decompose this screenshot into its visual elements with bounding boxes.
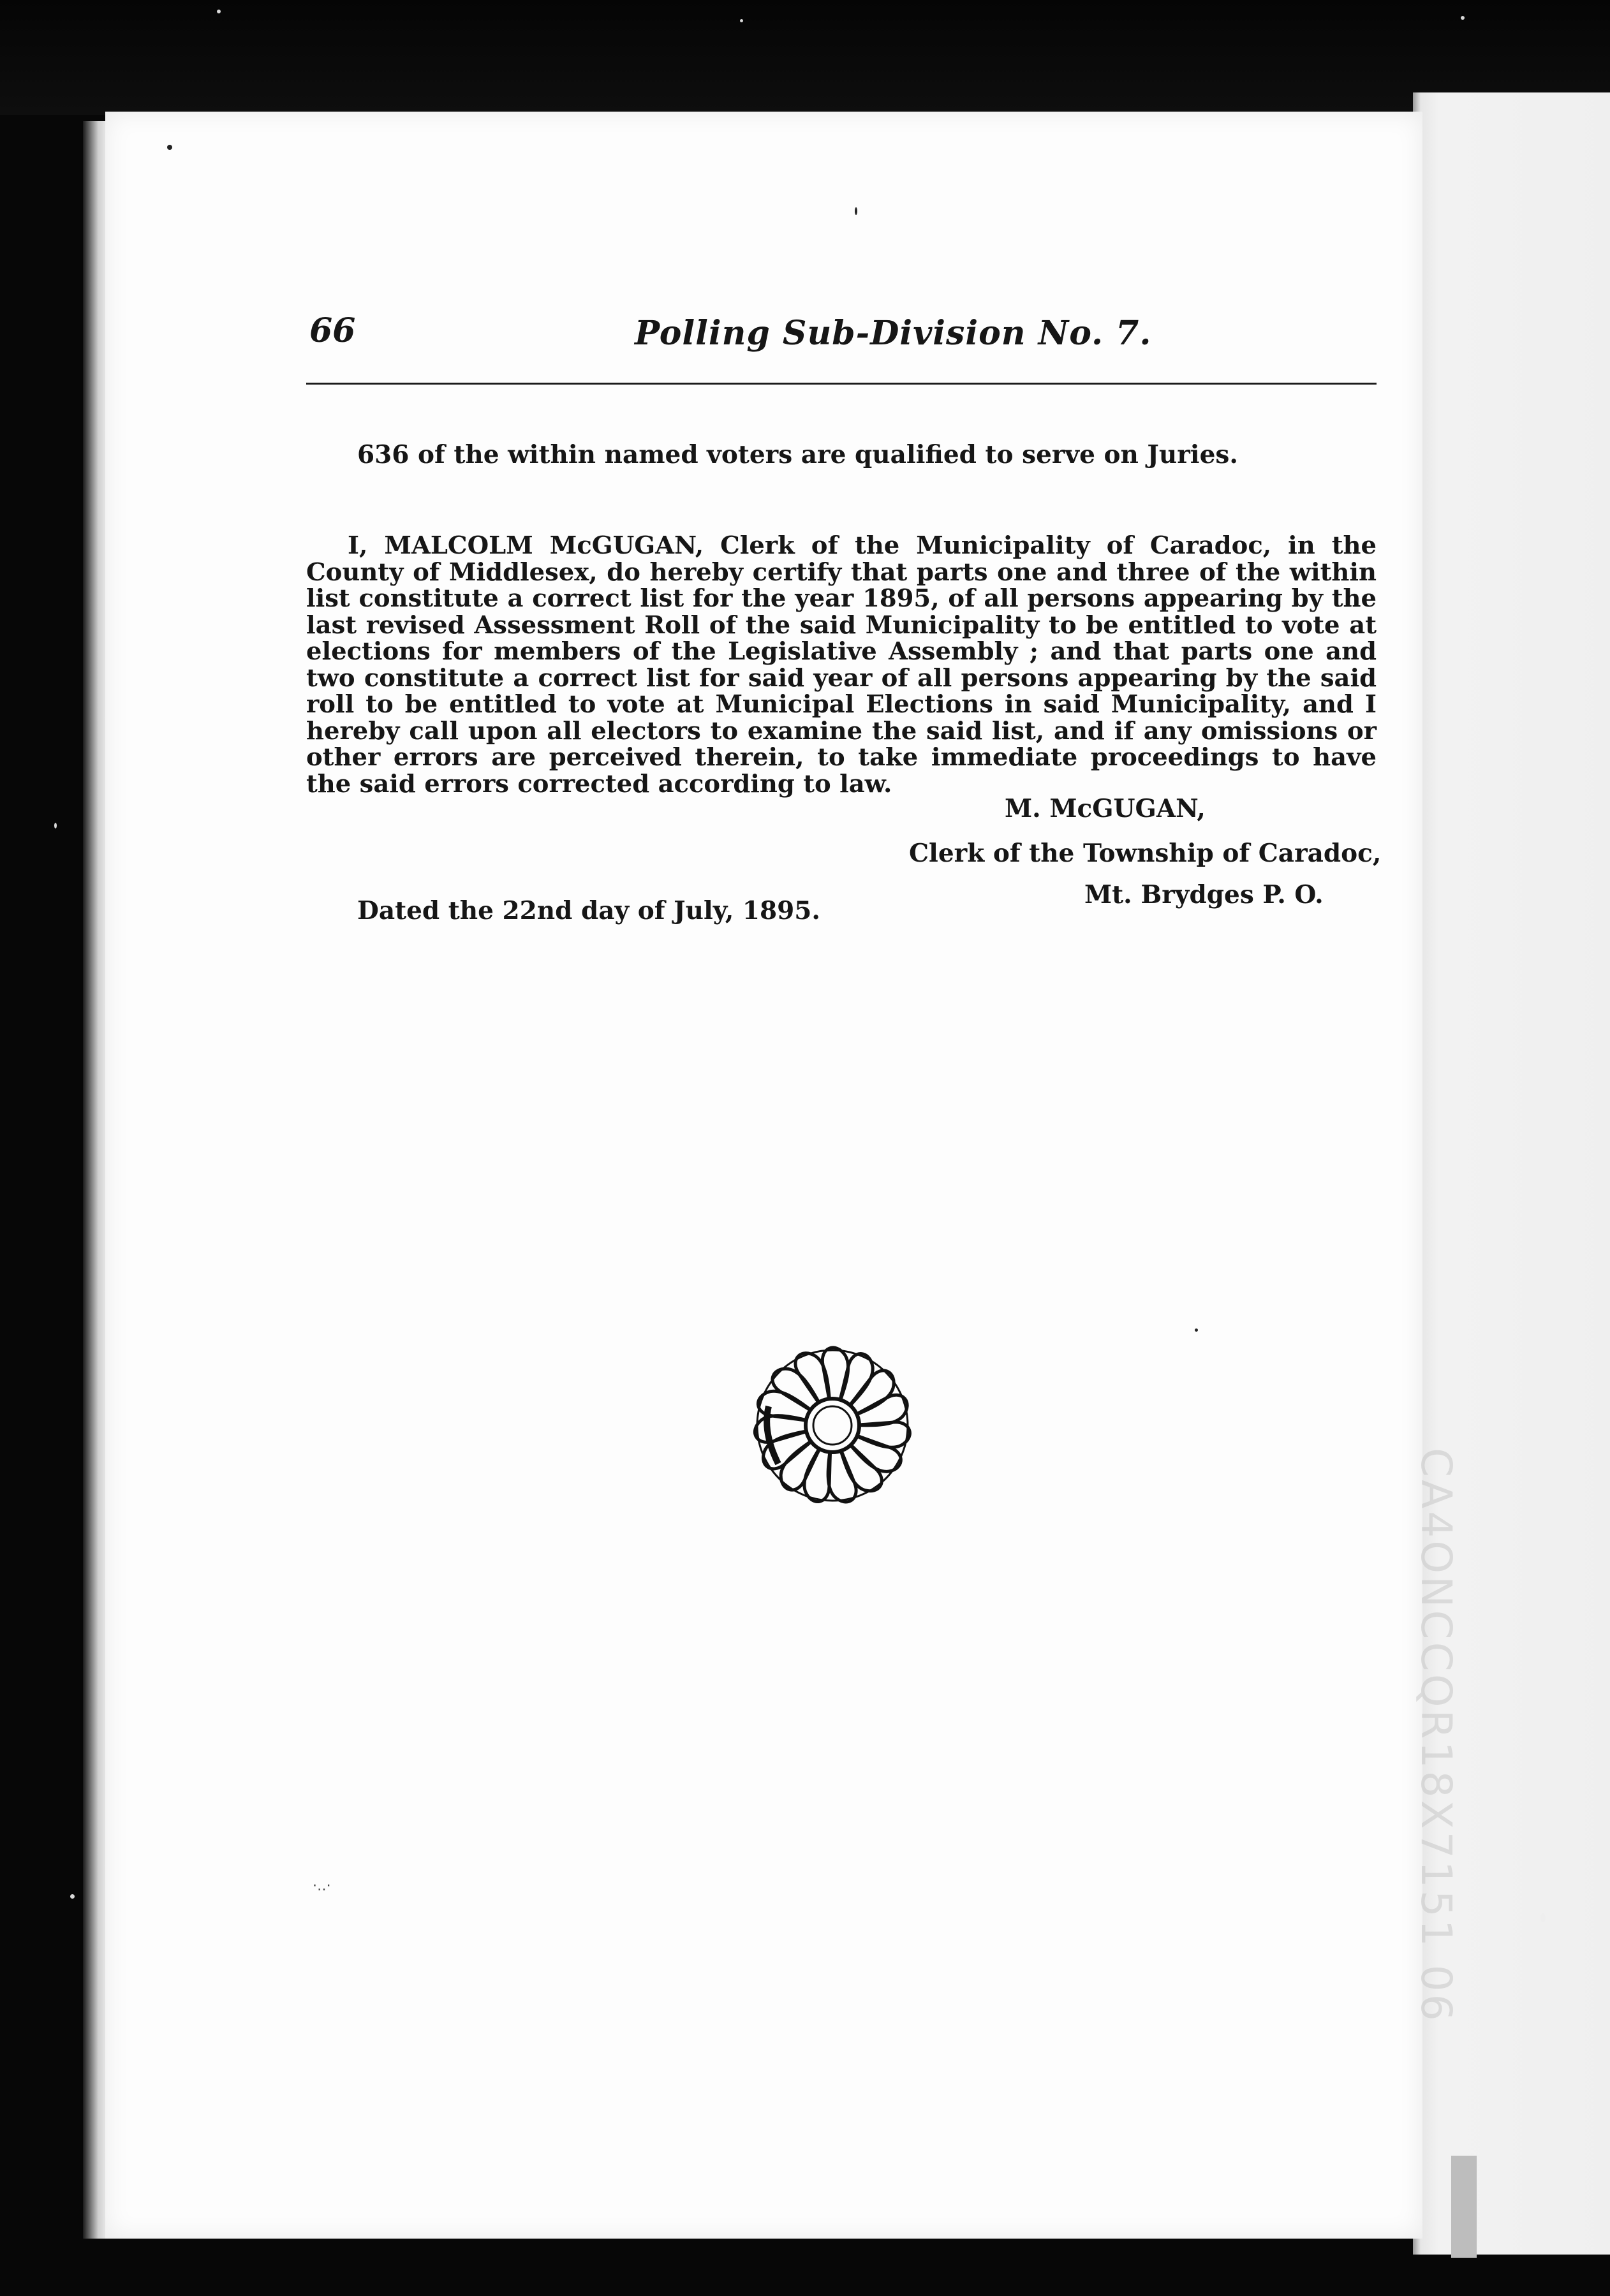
clerk-certificate: I, MALCOLM McGUGAN, Clerk of the Municipality of Caradoc, in the County of Middlesex, do hereby certify that parts one and three of the within list constitute a correct list for the year 1895, of all persons appearing by the last revised Assessment Roll of the said Municipality to be entitled to vote at elections for members of the Legislative Assembly ; and that parts one and two constitute a correct list for said year of all persons appearing by the said roll to be entitled to vote at Municipal Elections in said Municipality, and I hereby call upon all electors to examine the said list, and if any omissions or other errors are perceived therein, to take immediate proceedings to have the said errors corrected according to law. xyxy=(306,531,1377,798)
page-number: 66 xyxy=(309,311,356,350)
header-rule xyxy=(306,383,1377,385)
dust-speck xyxy=(1461,16,1465,20)
running-head: Polling Sub-Division No. 7. xyxy=(635,314,1152,353)
signature-title: Clerk of the Township of Caradoc, xyxy=(909,839,1382,868)
ink-speck xyxy=(167,145,172,150)
dust-speck xyxy=(1540,1913,1546,1922)
stray-mark: ·‥· xyxy=(313,1878,331,1894)
dust-speck xyxy=(740,19,743,22)
ink-speck xyxy=(855,207,857,215)
adjacent-page-strip xyxy=(1451,2156,1477,2258)
ink-speck xyxy=(1195,1328,1198,1332)
jury-qualification-line: 636 of the within named voters are qualified to serve on Juries. xyxy=(357,440,1238,469)
dust-speck xyxy=(54,823,57,828)
signature-name: M. McGUGAN, xyxy=(1005,794,1206,823)
page-edge xyxy=(83,121,108,2239)
dust-speck xyxy=(217,10,221,13)
film-border-top xyxy=(0,0,1610,115)
archival-margin-note: CA4ONCCQR18X7151 06 xyxy=(1412,1448,1461,2024)
dust-speck xyxy=(70,1894,75,1899)
rosette-ornament-icon xyxy=(743,1336,922,1515)
date-line: Dated the 22nd day of July, 1895. xyxy=(357,896,820,925)
document-page xyxy=(105,112,1422,2239)
signature-post-office: Mt. Brydges P. O. xyxy=(1084,880,1324,909)
